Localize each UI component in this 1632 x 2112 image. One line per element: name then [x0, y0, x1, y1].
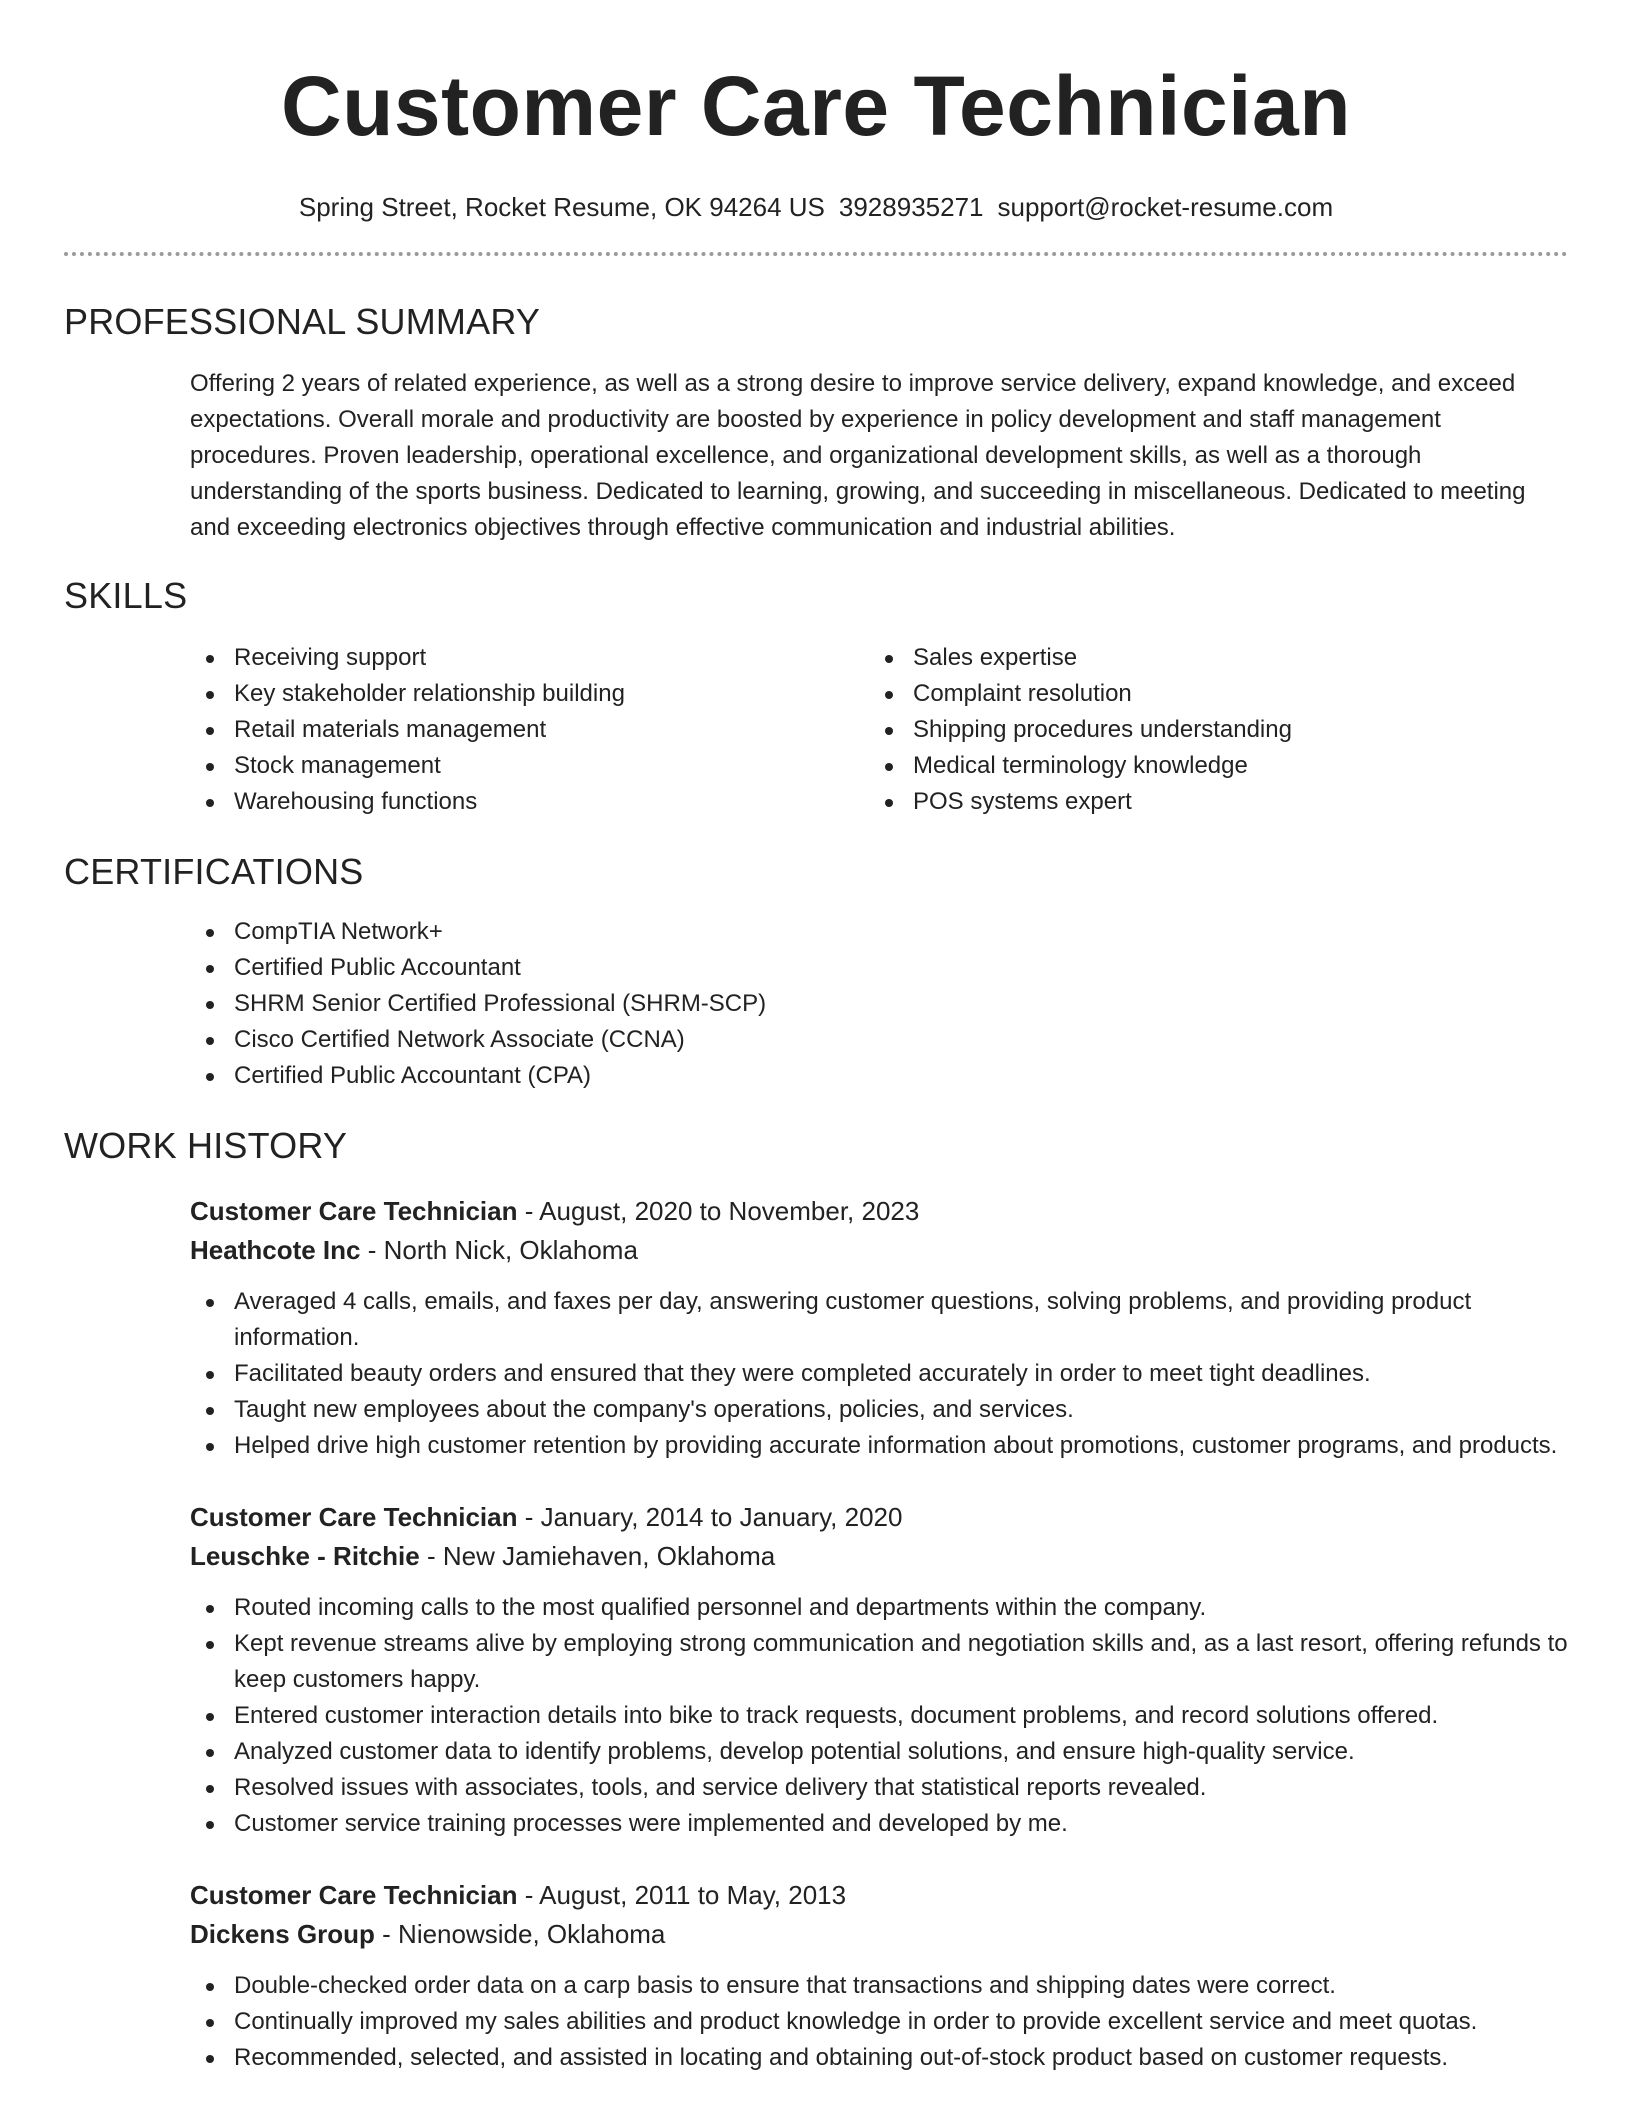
certification-item: Certified Public Accountant (CPA) [190, 1058, 1568, 1094]
job-location: - North Nick, Oklahoma [360, 1235, 638, 1265]
job-bullets [190, 1968, 1570, 2076]
job-role: Customer Care Technician [190, 1196, 518, 1226]
certification-item: SHRM Senior Certified Professional (SHRM-SCP) [190, 986, 1568, 1022]
contact-phone: 3928935271 [838, 192, 984, 222]
job-title-line [190, 1876, 1570, 1915]
skill-item: Retail materials management [190, 712, 869, 748]
job-bullet: Double-checked order data on a carp basis to ensure that transactions and shipping dates were correct. [190, 1968, 1570, 2004]
job-location: - New Jamiehaven, Oklahoma [419, 1541, 776, 1571]
job-bullet: Continually improved my sales abilities and product knowledge in order to provide excellent service and meet quotas. [190, 2004, 1570, 2040]
certification-item: CompTIA Network+ [190, 914, 1568, 950]
job-company: Heathcote Inc [190, 1235, 361, 1265]
job-bullet: Kept revenue streams alive by employing strong communication and negotiation skills and, as a last resort, offering refunds to keep customers happy. [190, 1626, 1570, 1698]
skill-item: Sales expertise [869, 640, 1548, 676]
skills-list [190, 640, 1570, 820]
job-bullet: Resolved issues with associates, tools, and service delivery that statistical reports revealed. [190, 1770, 1570, 1806]
job-dates: - January, 2014 to January, 2020 [517, 1502, 903, 1532]
certification-item: Certified Public Accountant [190, 950, 1568, 986]
certification-item: Cisco Certified Network Associate (CCNA) [190, 1022, 1568, 1058]
job-role: Customer Care Technician [190, 1880, 518, 1910]
job-bullet: Analyzed customer data to identify problems, develop potential solutions, and ensure high-quality service. [190, 1734, 1570, 1770]
skill-item: Receiving support [190, 640, 869, 676]
job-entry [190, 1498, 1570, 1842]
contact-line [64, 190, 1568, 224]
skill-item: Stock management [190, 748, 869, 784]
job-bullet: Averaged 4 calls, emails, and faxes per day, answering customer questions, solving problems, and providing product information. [190, 1284, 1570, 1356]
section-title-summary: PROFESSIONAL SUMMARY [64, 301, 541, 342]
job-bullet: Taught new employees about the company's operations, policies, and services. [190, 1392, 1570, 1428]
job-dates: - August, 2011 to May, 2013 [517, 1880, 847, 1910]
job-bullets [190, 1590, 1570, 1842]
job-bullet: Facilitated beauty orders and ensured that they were completed accurately in order to meet tight deadlines. [190, 1356, 1570, 1392]
contact-email: support@rocket-resume.com [997, 192, 1334, 222]
skill-item: Warehousing functions [190, 784, 869, 820]
job-company-line [190, 1231, 1570, 1270]
skill-item: Shipping procedures understanding [869, 712, 1548, 748]
job-role: Customer Care Technician [190, 1502, 518, 1532]
job-bullet: Routed incoming calls to the most qualified personnel and departments within the company. [190, 1590, 1570, 1626]
job-bullet: Recommended, selected, and assisted in locating and obtaining out-of-stock product based on customer requests. [190, 2040, 1570, 2076]
certifications-list [190, 914, 1568, 1094]
job-bullets [190, 1284, 1570, 1464]
job-entry [190, 1876, 1570, 2076]
job-dates: - August, 2020 to November, 2023 [517, 1196, 920, 1226]
contact-address: Spring Street, Rocket Resume, OK 94264 US [298, 192, 825, 222]
section-title-skills: SKILLS [64, 575, 188, 616]
job-company: Leuschke - Ritchie [190, 1541, 420, 1571]
section-title-certifications: CERTIFICATIONS [64, 851, 364, 892]
section-title-work-history: WORK HISTORY [64, 1125, 348, 1166]
skills-column-left [190, 640, 869, 820]
skill-item: Key stakeholder relationship building [190, 676, 869, 712]
job-company-line [190, 1915, 1570, 1954]
job-entry [190, 1192, 1570, 1464]
job-location: - Nienowside, Oklahoma [374, 1919, 666, 1949]
header-divider [64, 252, 1568, 256]
skill-item: POS systems expert [869, 784, 1548, 820]
job-title-line [190, 1192, 1570, 1231]
summary-text: Offering 2 years of related experience, as well as a strong desire to improve service delivery, expand knowledge, and exceed expectations. Overall morale and productivity are boosted by experience in policy development and staff management procedures. Proven leadership, operational excellence, and organizational development skills, as well as a thorough understanding of the sports business. Dedicated to learning, growing, and succeeding in miscellaneous. Dedicated to meeting and exceeding electronics objectives through effective communication and industrial abilities. [190, 370, 1526, 541]
job-bullet: Entered customer interaction details into bike to track requests, document problems, and record solutions offered. [190, 1698, 1570, 1734]
job-company-line [190, 1537, 1570, 1576]
resume-name: Customer Care Technician [280, 59, 1352, 153]
job-company: Dickens Group [190, 1919, 375, 1949]
skills-column-right [869, 640, 1548, 820]
job-title-line [190, 1498, 1570, 1537]
skill-item: Complaint resolution [869, 676, 1548, 712]
skill-item: Medical terminology knowledge [869, 748, 1548, 784]
job-bullet: Customer service training processes were implemented and developed by me. [190, 1806, 1570, 1842]
job-bullet: Helped drive high customer retention by providing accurate information about promotions, customer programs, and products. [190, 1428, 1570, 1464]
